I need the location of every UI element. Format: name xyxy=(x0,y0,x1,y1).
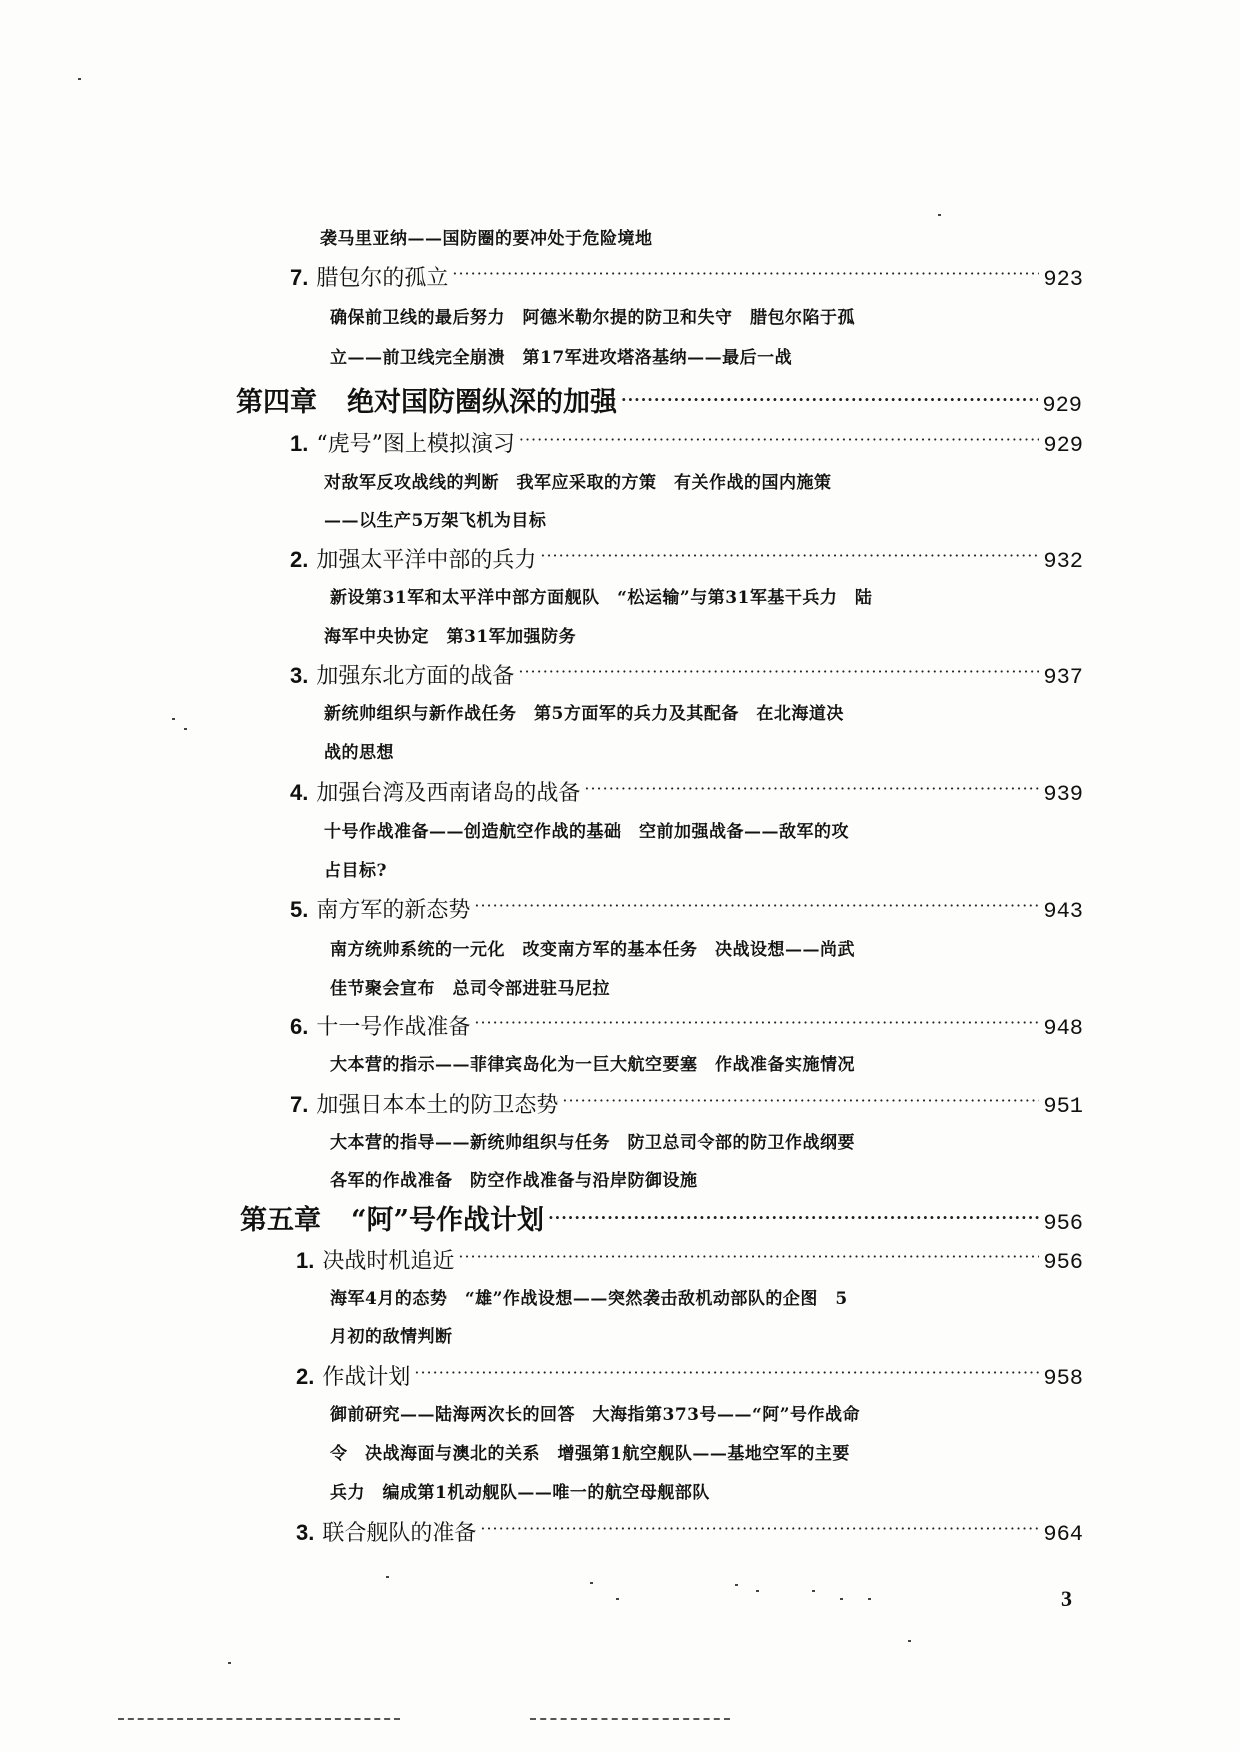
section-title: 十一号作战准备 xyxy=(316,1015,471,1040)
toc-entry-4-6[interactable] xyxy=(290,1010,1083,1041)
page-number: 956 xyxy=(1043,1211,1083,1236)
carry-over-desc: 袭马里亚纳——国防圈的要冲处于危险境地 xyxy=(320,229,653,249)
section-desc-line: ——以生产5万架飞机为目标 xyxy=(324,511,547,531)
toc-entry-title xyxy=(296,1360,410,1391)
dot-leader xyxy=(452,263,1039,285)
section-desc-line: 佳节聚会宣布 总司令部进驻马尼拉 xyxy=(330,979,610,999)
dot-leader xyxy=(584,778,1039,800)
section-number: 1. xyxy=(290,431,309,456)
toc-entry-title xyxy=(290,1088,558,1119)
toc-entry-title xyxy=(290,893,470,924)
page-number: 929 xyxy=(1043,433,1083,458)
page-number: 958 xyxy=(1043,1366,1083,1391)
page-number: 929 xyxy=(1042,393,1082,418)
page-number: 948 xyxy=(1043,1016,1083,1041)
chapter-title-group xyxy=(236,380,617,419)
section-desc-line: 新统帅组织与新作战任务 第5方面军的兵力及其配备 在北海道决 xyxy=(324,704,844,724)
dot-leader xyxy=(519,429,1040,451)
page-number: 932 xyxy=(1043,549,1083,574)
dot-leader xyxy=(480,1518,1039,1540)
dot-leader xyxy=(518,661,1039,683)
section-desc-line: 月初的敌情判断 xyxy=(330,1327,453,1347)
section-title: 加强太平洋中部的兵力 xyxy=(316,548,537,573)
section-desc-line: 占目标? xyxy=(324,861,387,881)
section-desc-line: 南方统帅系统的一元化 改变南方军的基本任务 决战设想——尚武 xyxy=(330,940,855,960)
toc-entry-title xyxy=(290,659,514,690)
chapter-label: 第五章 xyxy=(240,1205,321,1236)
section-title: 加强东北方面的战备 xyxy=(316,664,515,689)
section-desc-line: 立——前卫线完全崩溃 第17军进攻塔洛基纳——最后一战 xyxy=(330,348,793,368)
dot-leader xyxy=(458,1246,1039,1268)
section-title: 南方军的新态势 xyxy=(316,898,471,923)
section-number: 6. xyxy=(290,1014,309,1039)
toc-entry-title xyxy=(296,1244,454,1275)
page-number: 951 xyxy=(1043,1094,1083,1119)
toc-entry-title xyxy=(290,261,448,292)
section-number: 5. xyxy=(290,897,309,922)
section-number: 7. xyxy=(290,265,309,290)
section-title: 作战计划 xyxy=(322,1365,411,1390)
toc-entry-title xyxy=(290,543,536,574)
section-number: 1. xyxy=(296,1248,315,1273)
toc-entry-prev-7[interactable] xyxy=(290,261,1083,292)
section-desc-line: 各军的作战准备 防空作战准备与沿岸防御设施 xyxy=(330,1171,698,1191)
section-title: 联合舰队的准备 xyxy=(322,1521,477,1546)
dot-leader xyxy=(414,1362,1039,1384)
section-desc-line: 御前研究——陆海两次长的回答 大海指第373号——“阿”号作战命 xyxy=(330,1405,861,1425)
section-desc-line: 令 决战海面与澳北的关系 增强第1航空舰队——基地空军的主要 xyxy=(330,1444,850,1464)
section-number: 2. xyxy=(290,547,309,572)
dot-leader xyxy=(548,1202,1039,1229)
dot-leader xyxy=(621,384,1038,411)
chapter-title-group xyxy=(240,1198,544,1237)
toc-entry-4-3[interactable] xyxy=(290,659,1083,690)
chapter-title: “阿”号作战计划 xyxy=(351,1205,545,1236)
dot-leader xyxy=(474,1012,1039,1034)
section-desc-line: 大本营的指示——菲律宾岛化为一巨大航空要塞 作战准备实施情况 xyxy=(330,1055,855,1075)
toc-entry-4-2[interactable] xyxy=(290,543,1083,574)
page-number: 939 xyxy=(1043,782,1083,807)
section-number: 3. xyxy=(290,663,309,688)
section-desc-line: 确保前卫线的最后努力 阿德米勒尔提的防卫和失守 腊包尔陷于孤 xyxy=(330,308,855,328)
section-number: 2. xyxy=(296,1364,315,1389)
page-folio: 3 xyxy=(1061,1586,1072,1611)
chapter-label: 第四章 xyxy=(236,387,317,418)
section-title: 加强日本本土的防卫态势 xyxy=(316,1093,559,1118)
chapter-4-heading[interactable] xyxy=(236,380,1082,419)
section-desc-line: 海军中央协定 第31军加强防务 xyxy=(324,627,577,647)
section-title: “虎号”图上模拟演习 xyxy=(316,432,515,457)
dot-leader xyxy=(540,545,1039,567)
toc-entry-title xyxy=(296,1516,476,1547)
toc-entry-5-1[interactable] xyxy=(296,1244,1083,1275)
section-desc-line: 对敌军反攻战线的判断 我军应采取的方策 有关作战的国内施策 xyxy=(324,473,832,493)
section-desc-line: 海军4月的态势 “雄”作战设想——突然袭击敌机动部队的企图 5 xyxy=(330,1289,848,1309)
toc-entry-title xyxy=(290,1010,470,1041)
section-number: 3. xyxy=(296,1520,315,1545)
section-desc-line: 兵力 编成第1机动舰队——唯一的航空母舰部队 xyxy=(330,1483,710,1503)
section-title: 加强台湾及西南诸岛的战备 xyxy=(316,781,581,806)
section-desc-line: 战的思想 xyxy=(324,743,394,763)
dot-leader xyxy=(474,895,1039,917)
page-number: 937 xyxy=(1043,665,1083,690)
toc-entry-4-1[interactable] xyxy=(290,427,1083,458)
section-title: 决战时机追近 xyxy=(322,1249,455,1274)
scan-edge-rule-right xyxy=(530,1718,730,1721)
toc-entry-5-3[interactable] xyxy=(296,1516,1083,1547)
page-number: 964 xyxy=(1043,1522,1083,1547)
toc-entry-4-4[interactable] xyxy=(290,776,1083,807)
toc-entry-4-7[interactable] xyxy=(290,1088,1083,1119)
page-number: 943 xyxy=(1043,899,1083,924)
page-number: 956 xyxy=(1043,1250,1083,1275)
toc-entry-4-5[interactable] xyxy=(290,893,1083,924)
section-desc-line: 大本营的指导——新统帅组织与任务 防卫总司令部的防卫作战纲要 xyxy=(330,1133,855,1153)
section-number: 7. xyxy=(290,1092,309,1117)
page-number: 923 xyxy=(1043,267,1083,292)
dot-leader xyxy=(562,1090,1039,1112)
section-desc-line: 新设第31军和太平洋中部方面舰队 “松运输”与第31军基干兵力 陆 xyxy=(330,588,873,608)
section-title: 腊包尔的孤立 xyxy=(316,266,449,291)
toc-entry-title xyxy=(290,776,580,807)
section-desc-line: 十号作战准备——创造航空作战的基础 空前加强战备——敌军的攻 xyxy=(324,822,849,842)
section-number: 4. xyxy=(290,780,309,805)
scan-edge-rule-left xyxy=(118,1718,400,1721)
chapter-5-heading[interactable] xyxy=(240,1198,1083,1237)
toc-entry-5-2[interactable] xyxy=(296,1360,1083,1391)
chapter-title: 绝对国防圈纵深的加强 xyxy=(347,387,617,418)
toc-entry-title xyxy=(290,427,515,458)
